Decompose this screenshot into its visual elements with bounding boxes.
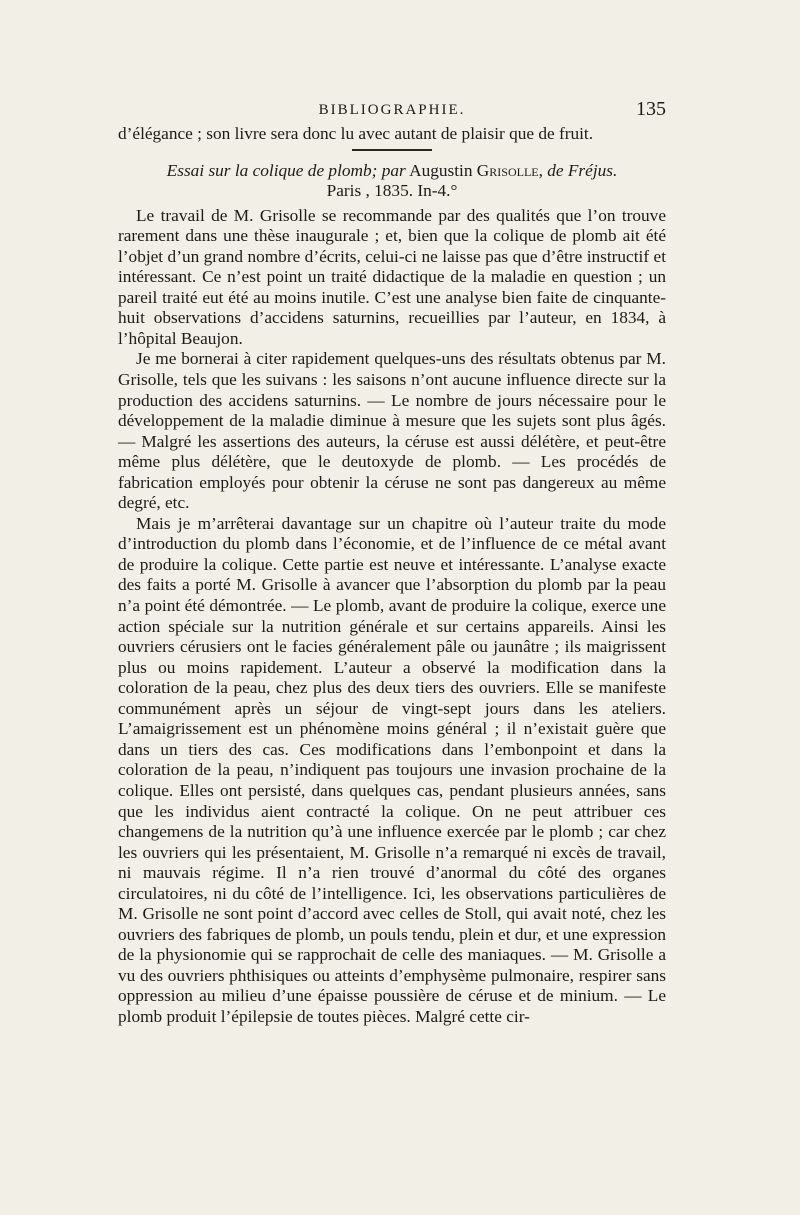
page-number: 135: [636, 98, 666, 120]
body-paragraph: Mais je m’arrêterai davantage sur un chapitre où l’auteur traite du mode d’introduction du plomb dans l’économie, et de l’influence de ce métal avant de produire la colique. Cette partie est neuve et intéressante. L’analyse exacte des faits a porté M. Grisolle à avancer que l’absorption du plomb par la peau n’a point été démontrée. — Le plomb, avant de produire la colique, exerce une action spéciale sur la nutrition générale et sur certains appareils. Ainsi les ouvriers cérusiers ont le facies généralement pâle ou jaunâtre ; ils maigrissent plus ou moins rapidement. L’auteur a observé la modification dans la coloration de la peau, chez plus des deux tiers des ouvriers. Elle se manifeste communément après un séjour de vingt-sept jours dans les ateliers. L’amaigrissement est un phénomène moins général ; il n’existait guère que dans un tiers des cas. Ces modifications dans l’embonpoint et dans la coloration de la peau, n’indiquent pas toujours une invasion prochaine de la colique. Elles ont persisté, dans quelques cas, pendant plusieurs années, sans que les individus aient contracté la colique. On ne peut attribuer ces changemens de la nutrition qu’à une influence exercée par le plomb ; car chez les ouvriers qui les présentaient, M. Grisolle n’a remarqué ni excès de travail, ni mauvais régime. Il n’a rien trouvé d’anormal du côté des organes circulatoires, ni du côté de l’intelligence. Ici, les observations particulières de M. Grisolle ne sont point d’accord avec celles de Stoll, qui avait noté, chez les ouvriers des fabriques de plomb, un pouls tendu, plein et dur, et une expression de la physionomie qui se rapprochait de celle des maniaques. — M. Grisolle a vu des ouvriers phthisiques ou atteints d’emphysème pulmonaire, respirer sans oppression au milieu d’une épaisse poussière de céruse et de minium. — Le plomb produit l’épilepsie de toutes pièces. Malgré cette cir-: [118, 513, 666, 1026]
review-body: [118, 206, 666, 1028]
book-page: [118, 96, 666, 1028]
review-heading: [118, 161, 666, 202]
review-imprint: Paris , 1835. In-4.°: [326, 181, 458, 201]
review-book-title: Essai sur la colique de plomb; par: [166, 160, 406, 180]
intro-paragraph: d’élégance ; son livre sera donc lu avec autant de plaisir que de fruit.: [118, 124, 594, 143]
review-author-place: , de Fréjus.: [538, 160, 618, 180]
running-title: BIBLIOGRAPHIE.: [318, 102, 466, 118]
review-author-name: Augustin: [409, 160, 473, 180]
running-head: [118, 96, 666, 124]
review-title-line: [118, 161, 666, 182]
review-author-surname: Grisolle: [476, 160, 539, 180]
body-paragraph: Le travail de M. Grisolle se recommande par des qualités que l’on trouve rarement dans une thèse inaugurale ; et, bien que la colique de plomb ait été l’objet d’un grand nombre d’écrits, celui-ci ne laisse pas que d’être instructif et intéressant. Ce n’est point un traité didactique de la maladie en question ; un pareil traité eut été au moins inutile. C’est une analyse bien faite de cinquante-huit observations d’accidens saturnins, recueillies par l’auteur, en 1834, à l’hôpital Beaujon.: [118, 205, 666, 348]
body-paragraph: Je me bornerai à citer rapidement quelques-uns des résultats obtenus par M. Grisolle, tels que les suivans : les saisons n’ont aucune influence directe sur la production des accidens saturnins. — Le nombre de jours nécessaire pour le développement de la maladie diminue à mesure que les sujets sont plus âgés. — Malgré les assertions des auteurs, la céruse est aussi délétère, et peut-être même plus délétère, que le deutoxyde de plomb. — Les procédés de fabrication employés pour obtenir la céruse ne sont pas dangereux au même degré, etc.: [118, 349, 666, 513]
intro-text-block: [118, 124, 666, 145]
section-divider: [352, 149, 432, 151]
